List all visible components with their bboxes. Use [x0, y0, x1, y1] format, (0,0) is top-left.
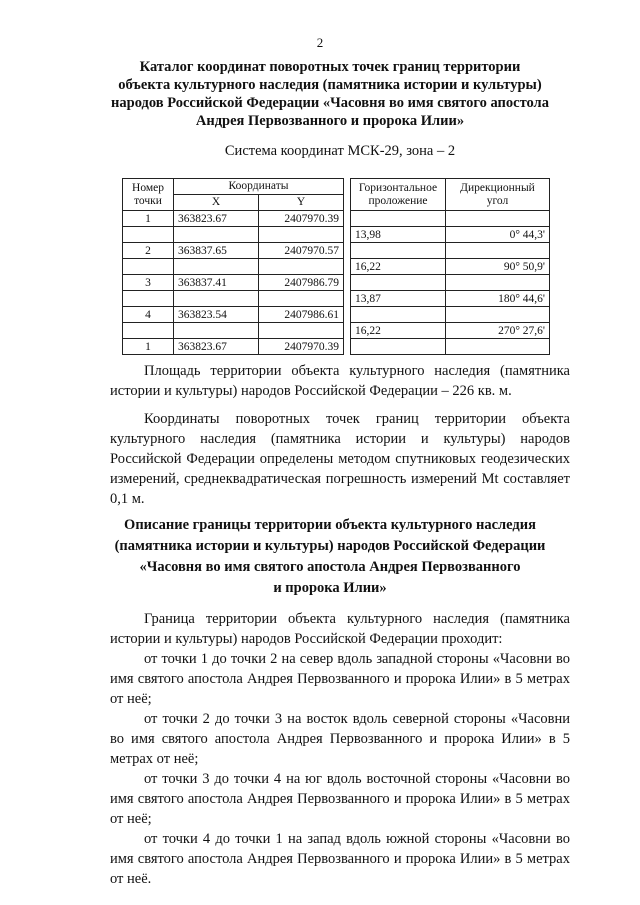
area-paragraph [110, 361, 570, 401]
cell-y: 2407970.39 [259, 339, 344, 355]
page-number: 2 [316, 35, 324, 50]
cell-point-no: 1 [123, 211, 174, 227]
boundary-item: от точки 2 до точки 3 на восток вдоль северной стороны «Часовни во имя святого апостола Андрея Первозванного и пророка Илии» в 5 метрах от неё; [110, 711, 570, 767]
catalog-title-line: народов Российской Федерации «Часовня во имя святого апостола [111, 95, 549, 111]
header-text: угол [486, 194, 509, 207]
table-row [123, 307, 550, 323]
header-text: Дирекционный [460, 181, 535, 194]
table-gap [344, 211, 351, 227]
cell-point-no: 2 [123, 243, 174, 259]
boundary-item: от точки 1 до точки 2 на север вдоль западной стороны «Часовни во имя святого апостола Андрея Первозванного и пророка Илии» в 5 метрах от неё; [110, 651, 570, 707]
table-gap [344, 179, 351, 211]
cell-length: 16,22 [351, 259, 446, 275]
table-gap [344, 259, 351, 275]
cell-x: 363823.54 [174, 307, 259, 323]
table-row [123, 259, 550, 275]
header-text: проложение [368, 194, 428, 207]
cell-y: 2407970.39 [259, 211, 344, 227]
cell-angle: 0° 44,3' [446, 227, 550, 243]
cell-empty [351, 307, 446, 323]
header-direction [446, 179, 550, 211]
cell-empty [259, 291, 344, 307]
cell-empty [446, 339, 550, 355]
header-horizontal [351, 179, 446, 211]
cell-empty [174, 291, 259, 307]
cell-angle: 90° 50,9' [446, 259, 550, 275]
area-text: Площадь территории объекта культурного наследия (памятника истории и культуры) народов Российской Федерации – 226 кв. м. [110, 363, 570, 399]
cell-length: 13,87 [351, 291, 446, 307]
table-row [123, 291, 550, 307]
cell-empty [351, 339, 446, 355]
cell-empty [123, 227, 174, 243]
method-paragraph [110, 409, 570, 509]
coordinate-system-caption: Система координат МСК-29, зона – 2 [224, 143, 456, 159]
cell-empty [174, 323, 259, 339]
table-row [123, 243, 550, 259]
cell-empty [259, 323, 344, 339]
cell-empty [446, 275, 550, 291]
catalog-title-line: Андрея Первозванного и пророка Илии» [195, 113, 465, 129]
table-row [123, 227, 550, 243]
cell-empty [446, 243, 550, 259]
cell-x: 363823.67 [174, 211, 259, 227]
catalog-title-line: объекта культурного наследия (памятника истории и культуры) [118, 77, 542, 93]
cell-point-no: 4 [123, 307, 174, 323]
description-title-line: и пророка Илии» [273, 580, 387, 596]
table-gap [344, 291, 351, 307]
cell-point-no: 3 [123, 275, 174, 291]
cell-empty [123, 291, 174, 307]
description-title [80, 515, 580, 599]
table-gap [344, 243, 351, 259]
method-text: Координаты поворотных точек границ территории объекта культурного наследия (памятника истории и культуры) народов Российской Федерации определены методом спутниковых геодезических измерений, среднеквадратическая погрешность измерений Mt составляет 0,1 м. [110, 411, 570, 507]
cell-point-no: 1 [123, 339, 174, 355]
cell-x: 363837.41 [174, 275, 259, 291]
table-row [123, 323, 550, 339]
table-gap [344, 227, 351, 243]
table-row [123, 275, 550, 291]
header-point-no [123, 179, 174, 211]
catalog-title [60, 58, 600, 130]
cell-angle: 270° 27,6' [446, 323, 550, 339]
boundary-item: от точки 3 до точки 4 на юг вдоль восточной стороны «Часовни во имя святого апостола Андрея Первозванного и пророка Илии» в 5 метрах от неё; [110, 771, 570, 827]
cell-length: 16,22 [351, 323, 446, 339]
cell-empty [259, 259, 344, 275]
table-gap [344, 323, 351, 339]
cell-empty [174, 227, 259, 243]
cell-angle: 180° 44,6' [446, 291, 550, 307]
header-coordinates: Координаты [174, 179, 344, 195]
cell-y: 2407986.79 [259, 275, 344, 291]
table-row [123, 339, 550, 355]
cell-empty [123, 323, 174, 339]
cell-empty [123, 259, 174, 275]
boundary-item: от точки 4 до точки 1 на запад вдоль южной стороны «Часовни во имя святого апостола Андрея Первозванного и пророка Илии» в 5 метрах от неё. [110, 831, 570, 887]
description-title-line: «Часовня во имя святого апостола Андрея Первозванного [139, 559, 521, 575]
boundary-description [110, 609, 570, 889]
header-text: Горизонтальное [358, 181, 438, 194]
header-text: Номер [132, 181, 164, 194]
catalog-title-line: Каталог координат поворотных точек границ территории [139, 59, 521, 75]
cell-empty [446, 307, 550, 323]
header-x: X [174, 195, 259, 211]
cell-x: 363823.67 [174, 339, 259, 355]
cell-empty [351, 275, 446, 291]
table-header-row [123, 179, 550, 195]
cell-empty [446, 211, 550, 227]
cell-x: 363837.65 [174, 243, 259, 259]
description-title-line: (памятника истории и культуры) народов Российской Федерации [114, 538, 546, 554]
cell-empty [351, 243, 446, 259]
coordinates-table [122, 178, 550, 355]
header-y: Y [259, 195, 344, 211]
header-text: точки [134, 194, 162, 207]
cell-empty [174, 259, 259, 275]
description-title-line: Описание границы территории объекта культурного наследия [124, 517, 536, 533]
table-gap [344, 339, 351, 355]
cell-y: 2407986.61 [259, 307, 344, 323]
boundary-intro: Граница территории объекта культурного наследия (памятника истории и культуры) народов Российской Федерации проходит: [110, 611, 570, 647]
table-row [123, 211, 550, 227]
table-gap [344, 275, 351, 291]
cell-empty [351, 211, 446, 227]
cell-y: 2407970.57 [259, 243, 344, 259]
cell-empty [259, 227, 344, 243]
table-gap [344, 307, 351, 323]
cell-length: 13,98 [351, 227, 446, 243]
